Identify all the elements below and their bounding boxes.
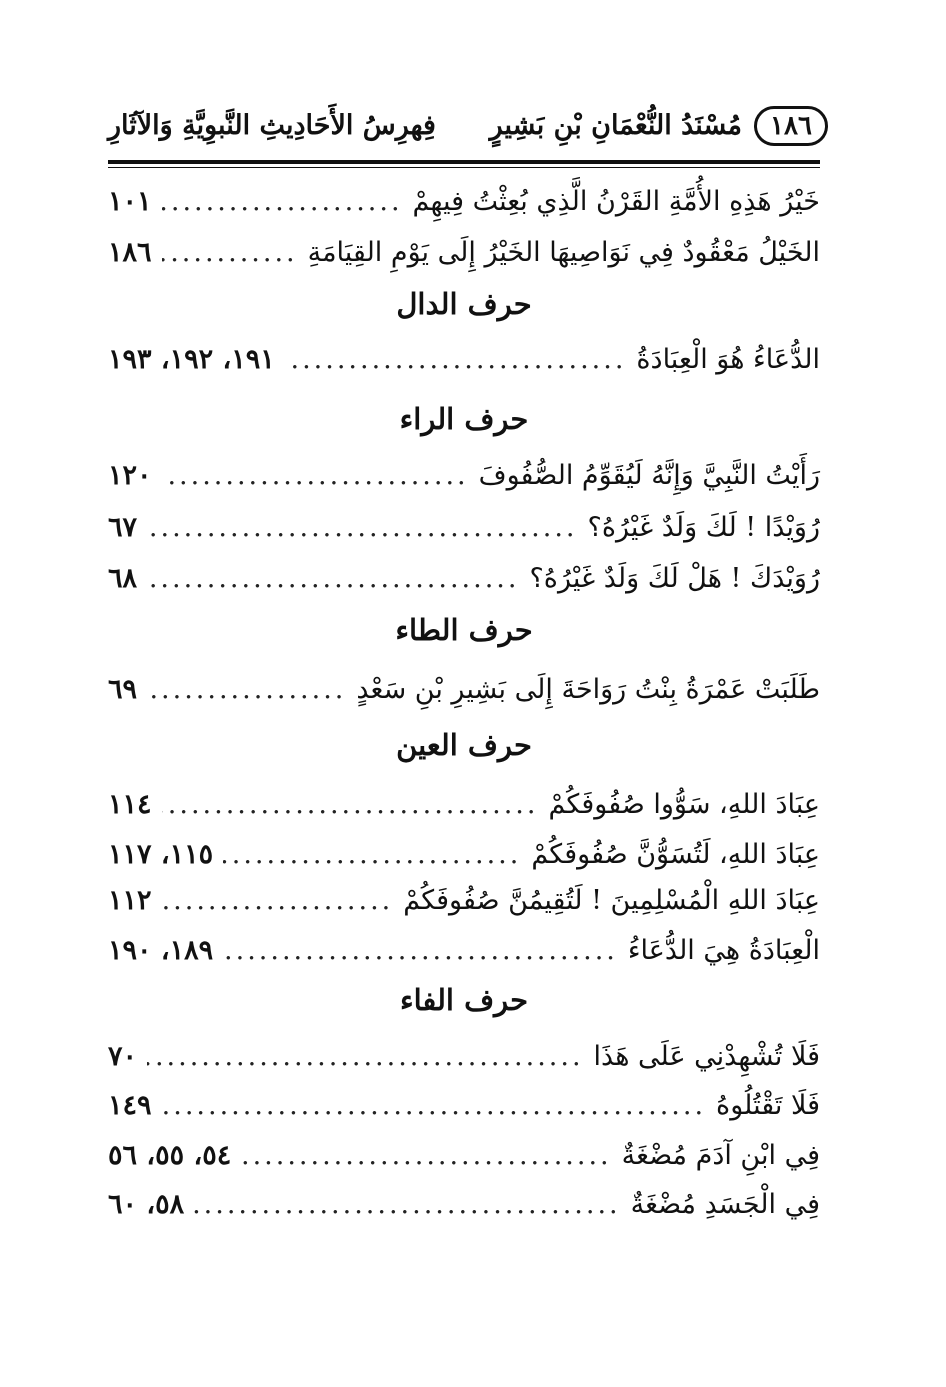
entry-text: الخَيْلُ مَعْقُودٌ فِي نَوَاصِيهَا الخَيْرُ إِلَى يَوْمِ القِيَامَةِ	[307, 237, 820, 268]
entry-text: رُوَيْدًا ! لَكَ وَلَدٌ غَيْرُهُ؟	[587, 512, 820, 543]
index-entry	[108, 460, 820, 508]
entry-text: عِبَادَ اللهِ، لَتُسَوُّنَّ صُفُوفَكُمْ	[531, 839, 820, 870]
header-rule-thick	[108, 160, 820, 164]
entry-pages: ٦٧	[108, 512, 138, 543]
index-entry	[108, 839, 820, 887]
entry-text: خَيْرُ هَذِهِ الأُمَّةِ القَرْنُ الَّذِي بُعِثْتُ فِيهِمْ	[412, 186, 820, 217]
letter-heading: حرف الطاء	[395, 613, 533, 647]
page-number: ١٨٦	[754, 106, 828, 146]
entry-pages: ١٠١	[108, 186, 152, 217]
letter-heading: حرف الدال	[396, 287, 532, 321]
letter-heading: حرف الراء	[399, 402, 529, 436]
leader-dots	[147, 674, 346, 705]
entry-pages: ١٢٠	[108, 460, 152, 491]
index-entry	[108, 1140, 820, 1188]
index-entry	[108, 186, 820, 234]
entry-text: فَلَا تُشْهِدْنِي عَلَى هَذَا	[593, 1041, 820, 1072]
leader-dots	[223, 935, 618, 966]
index-entry	[108, 935, 820, 983]
letter-heading: حرف الفاء	[399, 983, 529, 1017]
index-entry	[108, 237, 820, 285]
entry-pages: ١٨٦	[108, 237, 152, 268]
entry-text: عِبَادَ اللهِ، سَوُّوا صُفُوفَكُمْ	[548, 789, 820, 820]
leader-dots	[162, 186, 403, 217]
entry-text: رَأَيْتُ النَّبِيَّ وَإِنَّهُ لَيُقَوِّمُ الصُّفُوفَ	[478, 460, 820, 491]
entry-pages: ١١٥، ١١٧	[108, 839, 214, 870]
running-header	[108, 102, 828, 158]
entry-text: طَلَبَتْ عَمْرَةُ بِنْتُ رَوَاحَةَ إِلَى بَشِيرِ بْنِ سَعْدٍ	[356, 674, 820, 705]
entry-pages: ٥٤، ٥٥، ٥٦	[108, 1140, 232, 1171]
letter-heading: حرف العين	[396, 728, 532, 762]
entry-text: فَلَا تَقْتُلُوهُ	[716, 1090, 820, 1121]
section-title: فِهرِسُ الأَحَادِيثِ النَّبوِيَّةِ وَالآثَارِ	[108, 110, 436, 141]
index-entry	[108, 885, 820, 933]
entry-text: عِبَادَ اللهِ الْمُسْلِمِينَ ! لَتُقِيمُنَّ صُفُوفَكُمْ	[403, 885, 820, 916]
leader-dots	[194, 1189, 620, 1220]
index-entry	[108, 674, 820, 722]
entry-pages: ١٤٩	[108, 1090, 152, 1121]
entry-pages: ٧٠	[108, 1041, 138, 1072]
entry-pages: ١٩١، ١٩٢، ١٩٣	[108, 344, 275, 375]
book-title: مُسْنَدُ النُّعْمَانِ بْنِ بَشِيرٍ	[489, 110, 742, 141]
index-entry	[108, 1090, 820, 1138]
leader-dots	[241, 1140, 611, 1171]
leader-dots	[147, 563, 519, 594]
entry-pages: ١١٤	[108, 789, 152, 820]
entry-pages: ١١٢	[108, 885, 152, 916]
leader-dots	[285, 344, 627, 375]
entry-text: رُوَيْدَكَ ! هَلْ لَكَ وَلَدٌ غَيْرُهُ؟	[529, 563, 820, 594]
index-entry	[108, 1041, 820, 1089]
entry-pages: ٦٩	[108, 674, 138, 705]
leader-dots	[147, 1041, 584, 1072]
entry-text: الدُّعَاءُ هُوَ الْعِبَادَةُ	[636, 344, 820, 375]
entry-pages: ٥٨، ٦٠	[108, 1189, 185, 1220]
index-entry	[108, 344, 820, 392]
leader-dots	[162, 789, 539, 820]
leader-dots	[147, 512, 577, 543]
entry-text: فِي ابْنِ آدَمَ مُضْغَةٌ	[621, 1140, 820, 1171]
entry-text: فِي الْجَسَدِ مُضْغَةٌ	[630, 1189, 820, 1220]
index-entry	[108, 789, 820, 837]
leader-dots	[223, 839, 521, 870]
entry-pages: ١٨٩، ١٩٠	[108, 935, 214, 966]
index-entry	[108, 1189, 820, 1237]
leader-dots	[162, 1090, 707, 1121]
entry-pages: ٦٨	[108, 563, 138, 594]
index-entry	[108, 563, 820, 611]
leader-dots	[162, 460, 469, 491]
index-entry	[108, 512, 820, 560]
leader-dots	[162, 885, 394, 916]
entry-text: الْعِبَادَةُ هِيَ الدُّعَاءُ	[627, 935, 820, 966]
header-rule-thin	[108, 167, 820, 168]
leader-dots	[162, 237, 298, 268]
